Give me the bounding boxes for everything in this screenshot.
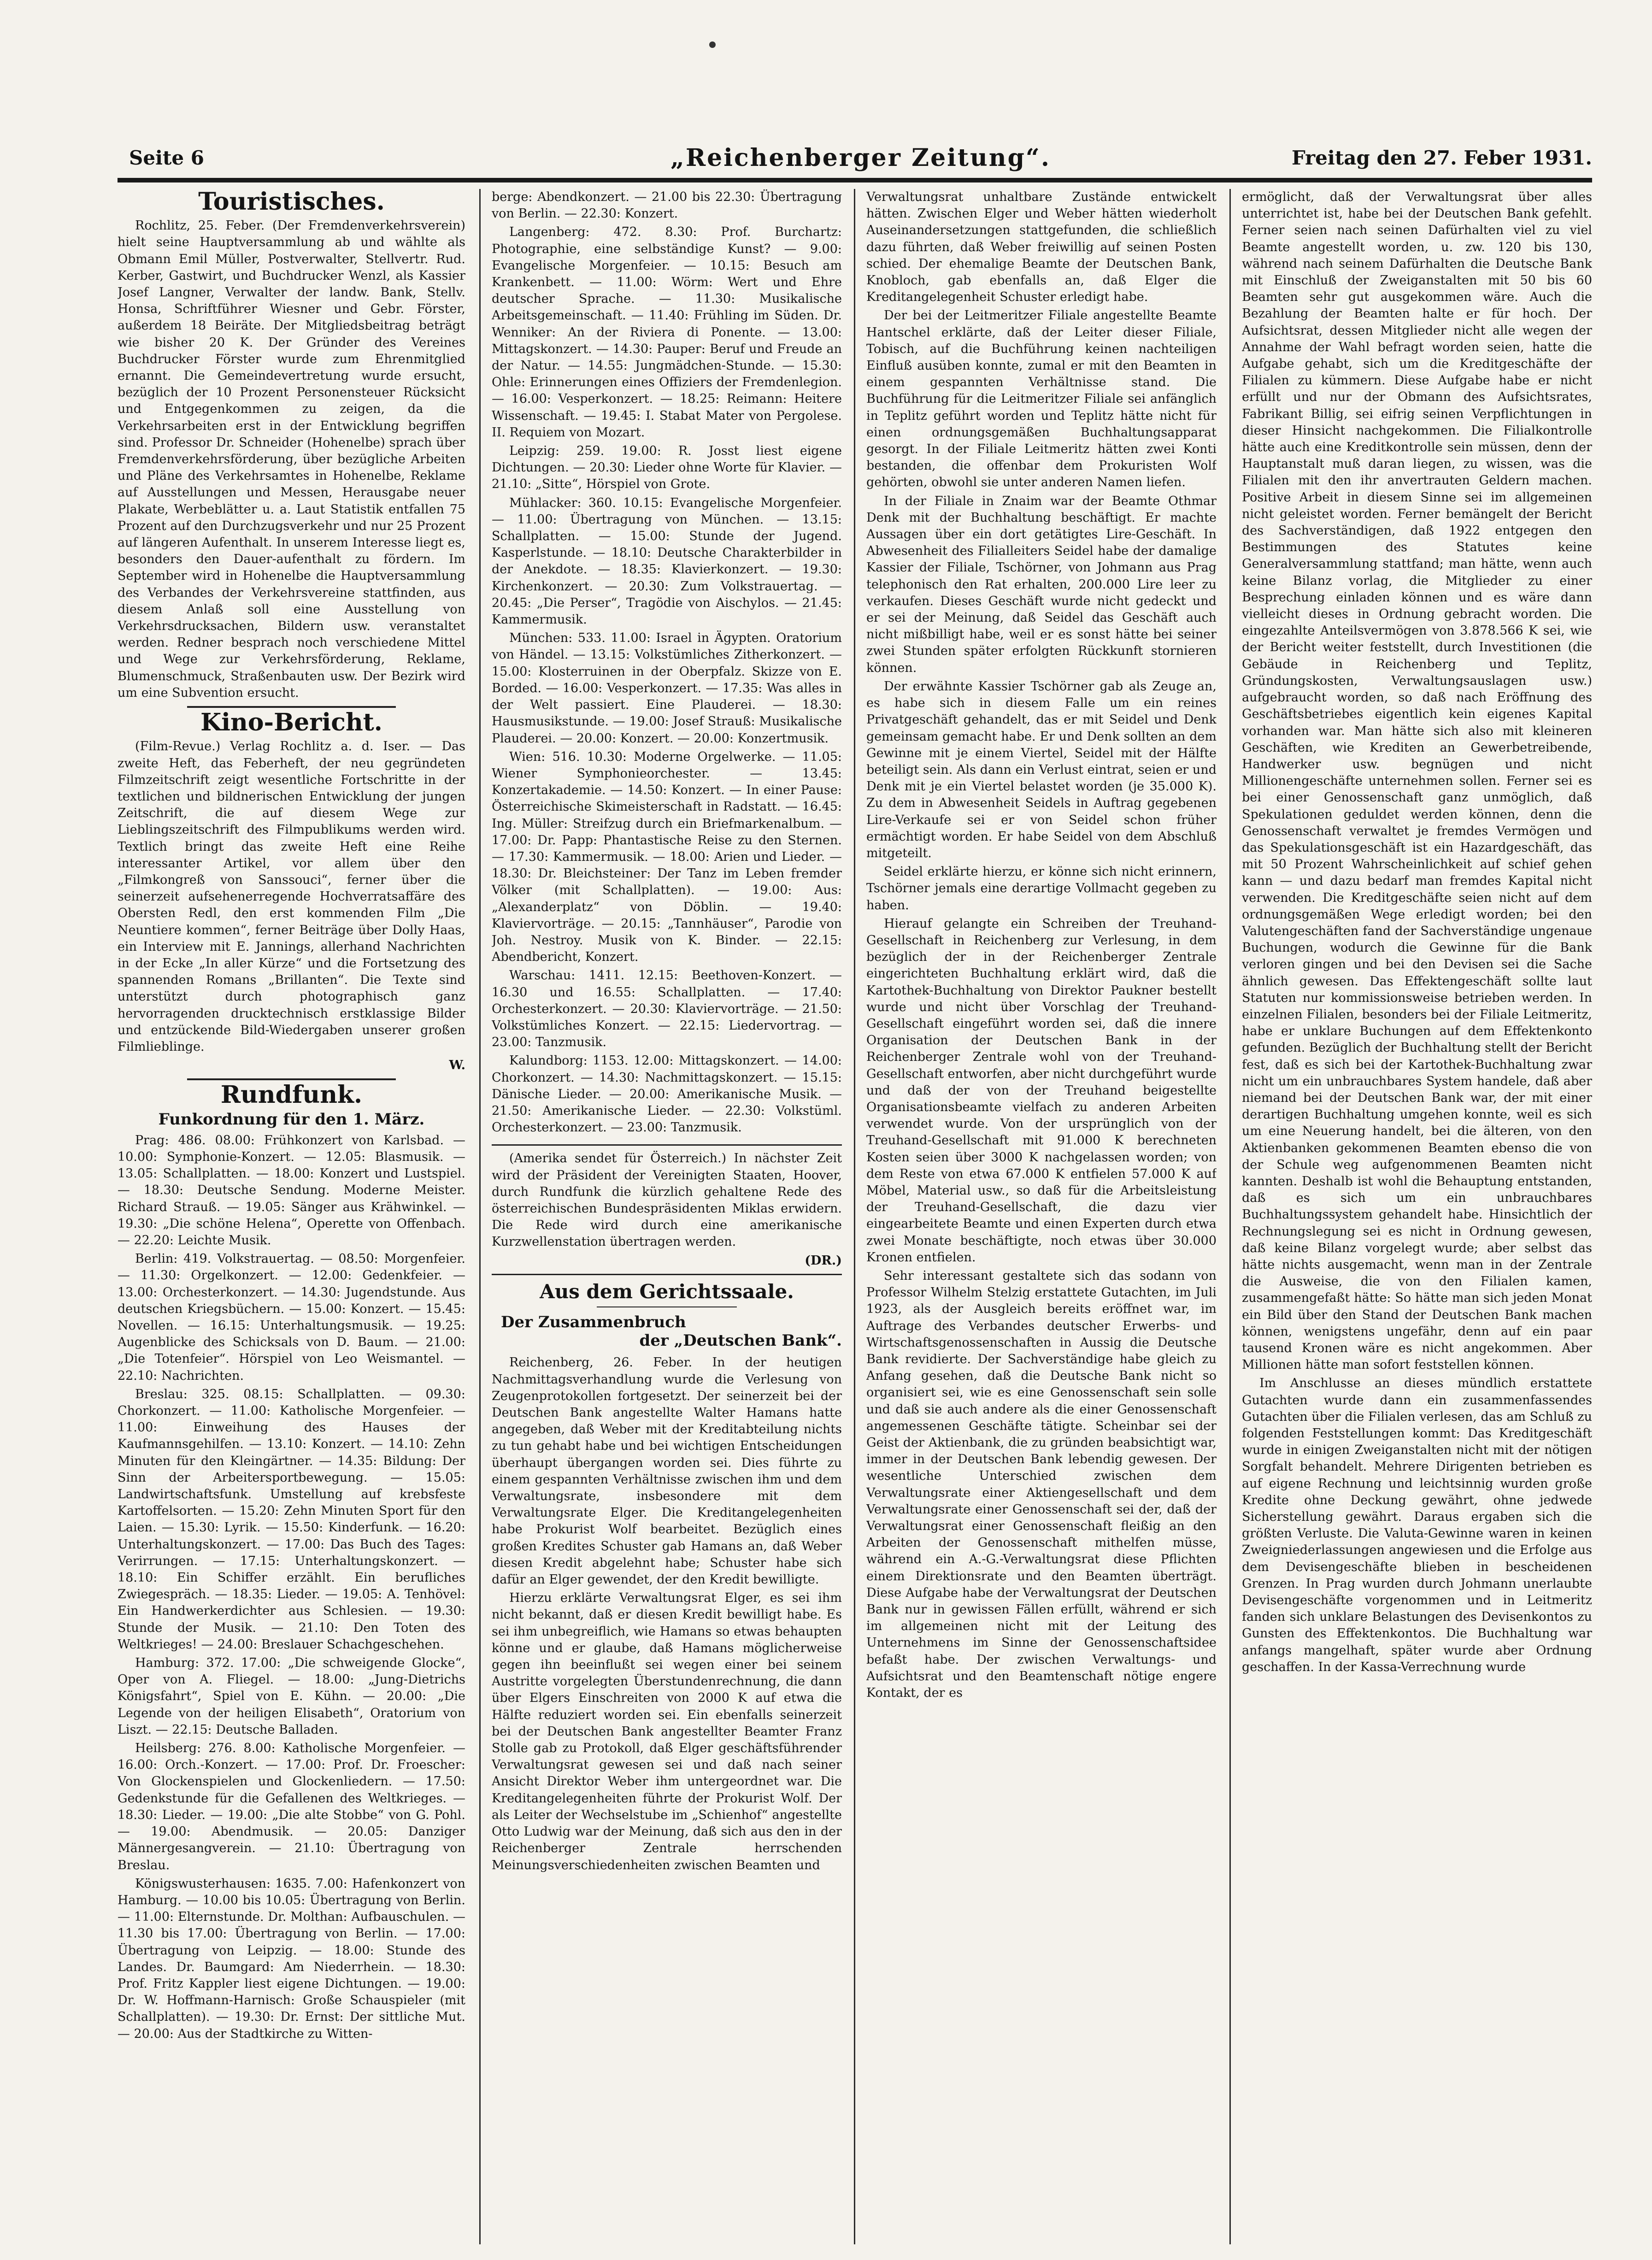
separator: [187, 1078, 396, 1080]
column-1: [118, 189, 465, 2244]
radio-heilsberg: Heilsberg: 276. 8.00: Katholische Morgenfeier. — 16.00: Orch.-Konzert. — 17.00: Prof. Dr. Froescher: Von Glockenspielen und Glockenliedern. — 17.50: Gedenkstunde für die Gefallenen des Weltkrieges. — 18.30: Lieder. — 19.00: „Die alte Stobbe“ von G. Pohl. — 19.00: Abendmusik. — 20.05: Danziger Männergesangverein. — 21.10: Übertragung von Breslau.: [118, 1741, 465, 1872]
court-paragraph: In der Filiale in Znaim war der Beamte Othmar Denk mit der Buchhaltung beschäftigt. Er machte Aussagen über ein dort getätigtes Lire-Geschäft. In Abwesenheit des Filialleiters Seidel habe der damalige Kassier der Filiale, Tschörner, von Johmann aus Prag telephonisch den Rat erhalten, 200.000 Lire leer zu verkaufen. Dieses Geschäft wurde nicht gedeckt und er sei der Meinung, daß Seidel das Geschäft auch nicht mißbilligt habe, weil er es sonst hätte bei seiner zwei Stunden später erfolgten Rückkunft stornieren können.: [866, 494, 1217, 675]
issue-date: Freitag den 27. Feber 1931.: [1291, 147, 1592, 169]
radio-langenberg: Langenberg: 472. 8.30: Prof. Burchartz: Photographie, eine selbständige Kunst? — 9.00: Evangelische Morgenfeier. — 10.15: Besuch am Krankenbett. — 11.00: Wörm: Wert und Ehre deutscher Sprache. — 11.30: Musikalische Arbeitsgemeinschaft. — 11.40: Frühling im Süden. Dr. Wenniker: An der Riviera di Ponente. — 13.00: Mittagskonzert. — 14.30: Pauper: Beruf und Freude an der Natur. — 14.55: Jungmädchen-Stunde. — 15.30: Ohle: Erinnerungen eines Offiziers der Fremdenlegion. — 16.00: Vesperkonzert. — 18.25: Reimann: Heitere Wissenschaft. — 19.45: I. Stabat Mater von Pergolese. II. Requiem von Mozart.: [492, 225, 842, 440]
radio-breslau: Breslau: 325. 08.15: Schallplatten. — 09.30: Chorkonzert. — 11.00: Katholische Morgenfeier. — 11.00: Einweihung des Hauses der Kaufmannsgehilfen. — 13.10: Konzert. — 14.10: Zehn Minuten für den Kleingärtner. — 14.35: Bildung: Der Sinn der Arbeitersportbewegung. — 15.05: Landwirtschaftsfunk. Umstellung auf krebsfeste Kartoffelsorten. — 15.20: Zehn Minuten Sport für den Laien. — 15.30: Lyrik. — 15.50: Kinderfunk. — 16.20: Unterhaltungskonzert. — 17.00: Das Buch des Tages: Verirrungen. — 17.15: Unterhaltungskonzert. — 18.10: Ein Schiffer erzählt. Ein berufliches Zwiegespräch. — 18.35: Lieder. — 19.05: A. Tenhövel: Ein Handwerkerdichter aus Schlesien. — 19.30: Stunde der Musik. — 21.10: Den Toten des Weltkrieges! — 24.00: Breslauer Schachgeschehen.: [118, 1387, 465, 1652]
section-heading-radio: Rundfunk.: [220, 1081, 363, 1109]
radio-leipzig: Leipzig: 259. 19.00: R. Josst liest eigene Dichtungen. — 20.30: Lieder ohne Worte für Klavier. — 21.10: „Sitte“, Hörspiel von Grote.: [492, 444, 842, 492]
radio-prag: Prag: 486. 08.00: Frühkonzert von Karlsbad. — 10.00: Symphonie-Konzert. — 12.05: Blasmusik. — 13.05: Schallplatten. — 18.00: Konzert und Lustspiel. — 18.30: Deutsche Sendung. Moderne Meister. Richard Strauß. — 19.05: Sänger aus Krähwinkel. — 19.30: „Die schöne Helena“, Operette von Offenbach. — 22.20: Leichte Musik.: [118, 1133, 465, 1248]
notice-signature: (DR.): [805, 1253, 842, 1268]
radio-kalundborg: Kalundborg: 1153. 12.00: Mittagskonzert. — 14.00: Chorkonzert. — 14.30: Nachmittagskonzert. — 15.15: Dänische Lieder. — 20.00: Amerikanische Musik. — 21.50: Amerikanische Lieder. — 22.30: Volkstüml. Orchesterkonzert. — 23.00: Tanzmusik.: [492, 1053, 842, 1135]
radio-berlin: Berlin: 419. Volkstrauertag. — 08.50: Morgenfeier. — 11.30: Orgelkonzert. — 12.00: Gedenkfeier. — 13.00: Orchesterkonzert. — 14.30: Jugendstunde. Aus deutschen Kriegsbüchern. — 15.00: Konzert. — 15.45: Novellen. — 16.15: Unterhaltungsmusik. — 19.25: Augenblicke des Schicksals von D. Baum. — 21.00: „Die Totenfeier“. Hörspiel von Leo Weismantel. — 22.10: Nachrichten.: [118, 1252, 465, 1383]
article-title-line1: Der Zusammenbruch: [501, 1313, 686, 1331]
court-paragraph: Der erwähnte Kassier Tschörner gab als Zeuge an, es habe sich in diesem Falle um ein reines Privatgeschäft gehandelt, das er mit Seidel und Denk gemeinsam gemacht habe. Er und Denk sollten an dem Gewinne mit je einem Viertel, Seidel mit der Hälfte beteiligt sein. Als dann ein Verlust eintrat, seien er und Denk mit je ein Viertel belastet worden (je 35.000 K). Zu dem in Abwesenheit Seidels in Auftrag gegebenen Lire-Verkaufe sei er von Seidel schon früher ermächtigt worden. Er habe Seidel von dem Abschluß mitgeteilt.: [866, 679, 1217, 860]
court-paragraph: Seidel erklärte hierzu, er könne sich nicht erinnern, Tschörner jemals eine derartige Vollmacht gegeben zu haben.: [866, 865, 1217, 912]
radio-continued: berge: Abendkonzert. — 21.00 bis 22.30: Übertragung von Berlin. — 22.30: Konzert.: [492, 190, 842, 221]
radio-wien: Wien: 516. 10.30: Moderne Orgelwerke. — 11.05: Wiener Symphonieorchester. — 13.45: Konzertakademie. — 14.50: Konzert. — In einer Pause: Österreichische Skimeisterschaft in Radstatt. — 16.45: Ing. Müller: Streifzug durch ein Briefmarkenalbum. — 17.00: Dr. Papp: Phantastische Reise zu den Sternen. — 17.30: Kammermusik. — 18.00: Arien und Lieder. — 18.30: Dr. Bleichsteiner: Der Tanz im Leben fremder Völker (mit Schallplatten). — 19.00: Aus: „Alexanderplatz“ von Döblin. — 19.40: Klaviervorträge. — 20.15: „Tannhäuser“, Parodie von Joh. Nestroy. Musik von K. Binder. — 22.15: Abendbericht, Konzert.: [492, 749, 842, 965]
article-tourism: Rochlitz, 25. Feber. (Der Fremdenverkehrsverein) hielt seine Hauptversammlung ab und wählte als Obmann Emil Müller, Postverwalter, Stellvertr. Rud. Kerber, Gastwirt, und Buchdrucker Wenzl, als Kassier Josef Langner, Verwalter der landw. Bank, Stellv. Honsa, Schriftführer Wiesner und Gebr. Förster, außerdem 18 Beiräte. Der Mitgliedsbeitrag beträgt wie bisher 20 K. Der Gründer des Vereines Buchdrucker Förster wurde zum Ehrenmitglied ernannt. Die Gemeindevertretung wurde ersucht, bezüglich der 10 Prozent Personensteuer Rücksicht und Entgegenkommen zu zeigen, da die Verkehrsarbeiten erst in der Entwicklung begriffen sind. Professor Dr. Schneider (Hohenelbe) sprach über Fremdenverkehrsförderung, über bezügliche Arbeiten und Pläne des Verkehrsamtes in Hohenelbe, Reklame auf Ausstellungen und Messen, Herausgabe neuer Plakate, Werbeblätter u. a. Laut Statistik entfallen 75 Prozent auf den Durchzugsverkehr und nur 25 Prozent auf längeren Aufenthalt. In unserem Interesse liegt es, besonders den Dauer-aufenthalt zu fördern. Im September wird in Hohenelbe die Hauptversammlung des Verbandes der Verkehrsvereine stattfinden, aus diesem Anlaß soll eine Ausstellung von Verkehrsdrucksachen, Bildern usw. veranstaltet werden. Redner besprach noch verschiedene Mittel und Wege zur Verkehrsförderung, Reklame, Blumenschmuck, Straßenbauten usw. Der Bezirk wird um eine Subvention ersucht.: [118, 218, 465, 700]
page-header: [129, 144, 1592, 174]
print-mark: [709, 41, 716, 48]
article-cinema: (Film-Revue.) Verlag Rochlitz a. d. Iser. — Das zweite Heft, das Feberheft, der neu gegründeten Filmzeitschrift zeigt wesentliche Fortschritte in der textlichen und bildnerischen Entwicklung der jungen Zeitschrift, die auf diesem Wege zur Lieblingszeitschrift des Filmpublikums werden wird. Textlich bringt das zweite Heft eine Reihe interessanter Artikel, vor allem über den „Filmkongreß von Sanssouci“, ferner über die seinerzeit aufsehenerregende Hochverratsaffäre des Obersten Redl, den erst kommenden Film „Die Neuntiere kommen“, ferner Beiträge über Dolly Haas, ein Interview mit E. Jannings, allerhand Nachrichten in der Ecke „In aller Kürze“ und die Fortsetzung des spannenden Romans „Brillanten“. Die Texte sind unterstützt durch photographisch ganz hervorragenden drucktechnisch erstklassige Bilder und entzückende Bild-Wiedergaben unserer großen Filmlieblinge.: [118, 739, 465, 1054]
radio-warschau: Warschau: 1411. 12.15: Beethoven-Konzert. — 16.30 und 16.55: Schallplatten. — 17.40: Orchesterkonzert. — 20.30: Klaviervorträge. — 21.50: Volkstümliches Konzert. — 22.15: Liedervortrag. — 23.00: Tanzmusik.: [492, 968, 842, 1050]
notice-box: [492, 1144, 842, 1275]
court-paragraph: Im Anschlusse an dieses mündlich erstattete Gutachten wurde dann ein zusammenfassendes Gutachten über die Filialen verlesen, das am Schluß zu folgenden Feststellungen kommt: Das Kreditgeschäft wurde in einigen Zweiganstalten nicht mit der nötigen Sorgfalt behandelt. Mehrere Dirigenten betrieben es auf eigene Rechnung und leichtsinnig wurden große Kredite ohne Deckung gewährt, ohne jedwede Sicherstellung gewährt. Daraus ergaben sich die größten Verluste. Die Valuta-Gewinne waren in keinen Zweigniederlassungen angewiesen und die Erfolge aus dem Devisengeschäfte blieben in bescheidenen Grenzen. In Prag wurden durch Johmann unerlaubte Devisengeschäfte vorgenommen und in Leitmeritz fanden sich unklare Belastungen des Devisenkontos zu Gunsten des Effektenkontos. Die Buchhaltung war anfangs mangelhaft, später wurde aber Ordnung geschaffen. In der Kassa-Verrechnung wurde: [1242, 1376, 1592, 1674]
newspaper-title: „Reichenberger Zeitung“.: [670, 144, 1051, 172]
court-paragraph: Sehr interessant gestaltete sich das sodann von Professor Wilhelm Stelzig erstattete Gutachten, im Juli 1923, als der Ausgleich bereits eröffnet war, im Auftrage des Verbandes deutscher Erwerbs- und Wirtschaftsgenossenschaften in Aussig die Deutsche Bank revidierte. Der Sachverständige habe gleich zu Anfang gesehen, daß die Deutsche Bank nicht so organisiert sei, wie es eine Genossenschaft sein solle und daß sie auch andere als die einer Genossenschaft angemessenen Geschäfte tätigte. Scheinbar sei der Geist der Aktienbank, die zu gründen beabsichtigt war, immer in der Deutschen Bank lebendig gewesen. Der wesentliche Unterschied zwischen dem Verwaltungsrate einer Aktiengesellschaft und dem Verwaltungsrate einer Genossenschaft sei der, daß der Verwaltungsrat einer Genossenschaft fleißig an den Arbeiten der Genossenschaft mithelfen müsse, während ein A.-G.-Verwaltungsrat diese Pflichten einem Direktionsrate und den Beamten überträgt. Diese Aufgabe habe der Verwaltungsrat der Deutschen Bank nur in gewissen Fällen erfüllt, während er sich im allgemeinen nicht mit der Leitung des Unternehmens im Sinne der Genossenschaftsidee befaßt habe. Der zwischen Verwaltungs- und Aufsichtsrat und den Beamtenschaft nötige engere Kontakt, der es: [866, 1269, 1217, 1701]
article-title-line2: der „Deutschen Bank“.: [639, 1331, 842, 1350]
column-2: [492, 189, 842, 2244]
column-4: [1242, 189, 1592, 2244]
page-number: Seite 6: [129, 147, 204, 169]
radio-koenigswusterhausen: Königswusterhausen: 1635. 7.00: Hafenkonzert von Hamburg. — 10.00 bis 10.05: Übertragung von Berlin. — 11.00: Elternstunde. Dr. Molthan: Aufbauschulen. — 11.30 bis 17.00: Übertragung von Berlin. — 17.00: Übertragung von Leipzig. — 18.00: Stunde des Landes. Dr. Baumgard: Am Niederrhein. — 18.30: Prof. Fritz Kappler liest eigene Dichtungen. — 19.00: Dr. W. Hoffmann-Harnisch: Große Schauspieler (mit Schallplatten). — 19.30: Dr. Ernst: Der sittliche Mut. — 20.00: Aus der Stadtkirche zu Witten-: [118, 1876, 465, 2041]
radio-muenchen: München: 533. 11.00: Israel in Ägypten. Oratorium von Händel. — 13.15: Volkstümliches Zitherkonzert. — 15.00: Klosterruinen in der Oberpfalz. Skizze von E. Borded. — 16.00: Vesperkonzert. — 17.35: Was alles in der Welt passiert. Eine Plauderei. — 18.30: Hausmusikstunde. — 19.00: Josef Strauß: Musikalische Plauderei. — 20.00: Konzert. — 20.00: Konzertmusik.: [492, 631, 842, 746]
radio-schedule-title: Funkordnung für den 1. März.: [158, 1110, 425, 1129]
court-paragraph: Reichenberg, 26. Feber. In der heutigen Nachmittagsverhandlung wurde die Verlesung von Zeugenprotokollen fortgesetzt. Der seinerzeit bei der Deutschen Bank angestellte Walter Hamans hatte angegeben, daß Weber mit der Kreditabteilung nichts zu tun gehabt habe und bei wichtigen Entscheidungen überhaupt übergangen worden sei. Dies führte zu einem gespannten Verhältnisse zwischen ihm und dem Verwaltungsrate, insbesondere mit dem Verwaltungsrate Elger. Die Kreditangelegenheiten habe Prokurist Wolf bearbeitet. Bezüglich eines großen Kredites Schuster gab Hamans an, daß Weber diesen Kredit abgelehnt habe; Schuster habe sich dafür an Elger gewendet, der den Kredit bewilligte.: [492, 1355, 842, 1587]
radio-muehlacker: Mühlacker: 360. 10.15: Evangelische Morgenfeier. — 11.00: Übertragung von München. — 13.15: Schallplatten. — 15.00: Stunde der Jugend. Kasperlstunde. — 18.10: Deutsche Charakterbilder in der Anekdote. — 18.35: Klavierkonzert. — 19.30: Kirchenkonzert. — 20.30: Zum Volkstrauertag. — 20.45: „Die Perser“, Tragödie von Aischylos. — 21.45: Kammermusik.: [492, 495, 842, 627]
court-paragraph: Hierzu erklärte Verwaltungsrat Elger, es sei ihm nicht bekannt, daß er diesen Kredit bewilligt habe. Es sei ihm unbegreiflich, wie Hamans so etwas behaupten könne und er glaube, daß Hamans möglicherweise gegen ihn beeinflußt sei wegen einer bei seinem Austritte vorgelegten Überstundenrechnung, die dann über Elgers Einschreiten von 2000 K auf etwa die Hälfte reduziert worden sei. Ein ebenfalls seinerzeit bei der Deutschen Bank angestellter Beamter Franz Stolle gab zu Protokoll, daß Elger geschäftsführender Verwaltungsrat gewesen sei und daß nach seiner Ansicht Direktor Weber ihm untergeordnet war. Die Kreditangelegenheiten führte der Prokurist Wolf. Der als Leiter der Wechselstube im „Schienhof“ angestellte Otto Ludwig war der Meinung, daß sich aus den in der Reichenberger Zentrale herrschenden Meinungsverschiedenheiten zwischen Beamten und: [492, 1591, 842, 1872]
header-rule: [118, 178, 1592, 182]
article-signature: W.: [449, 1058, 465, 1073]
notice-america: (Amerika sendet für Österreich.) In nächster Zeit wird der Präsident der Vereinigten Staaten, Hoover, durch Rundfunk die kürzlich gehaltene Rede des österreichischen Bundespräsidenten Miklas erwidern. Die Rede wird durch eine amerikanische Kurzwellenstation übertragen werden.: [492, 1151, 842, 1249]
court-paragraph: Verwaltungsrat unhaltbare Zustände entwickelt hätten. Zwischen Elger und Weber hätten wiederholt Auseinandersetzungen stattgefunden, die schließlich dazu führten, daß Weber freiwillig auf seinen Posten schied. Der ehemalige Beamte der Deutschen Bank, Knobloch, gab ebenfalls an, daß Elger die Kreditangelegenheit Schuster erledigt habe.: [866, 190, 1217, 305]
court-paragraph: Hierauf gelangte ein Schreiben der Treuhand-Gesellschaft in Reichenberg zur Verlesung, in dem bezüglich der in der Reichenberger Zentrale eingerichteten Buchhaltung erklärt wird, daß die Kartothek-Buchhaltung von Direktor Paukner bestellt wurde und nicht über Vorschlag der Treuhand-Gesellschaft eingeführt worden sei, daß die innere Organisation der Deutschen Bank in der Reichenberger Zentrale wohl von der Treuhand-Gesellschaft entworfen, aber nicht durchgeführt wurde und daß der von der Treuhand beigestellte Organisationsbeamte vielfach zu anderen Arbeiten verwendet wurde. Von der ursprünglich von der Treuhand-Gesellschaft mit 91.000 K berechneten Kosten seien über 3000 K nachgelassen worden; von dem Reste von etwa 67.000 K entfielen 57.000 K auf Möbel, Material usw., so daß für die Arbeitsleistung der Treuhand-Gesellschaft, die dazu vier eingearbeitete Beamte und einen Experten durch etwa zwei Monate beschäftigte, noch etwas über 30.000 Kronen entfielen.: [866, 916, 1217, 1265]
court-paragraph: Der bei der Leitmeritzer Filiale angestellte Beamte Hantschel erklärte, daß der Leiter dieser Filiale, Tobisch, auf die Buchführung keinen nachteiligen Einfluß ausüben konnte, zumal er mit den Beamten in einem gespannten Verhältnisse stand. Die Buchführung für die Leitmeritzer Filiale sei anfänglich in Teplitz geführt worden und Teplitz hätte nicht für einen ordnungsgemäßen Buchhaltungsapparat gesorgt. In der Filiale Leitmeritz hätten zwei Konti bestanden, die offenbar dem Prokuristen Wolf gehörten, obwohl sie unter anderen Namen liefen.: [866, 308, 1217, 490]
separator: [187, 706, 396, 708]
section-heading-cinema: Kino-Bericht.: [200, 708, 382, 737]
court-paragraph: ermöglicht, daß der Verwaltungsrat über alles unterrichtet ist, habe bei der Deutschen Bank gefehlt. Ferner seien nach seinen Dafürhalten viel zu viel Beamte angestellt worden, u. zw. 120 bis 130, während nach seinem Dafürhalten die Deutsche Bank mit Einschluß der Zweiganstalten mit 50 bis 60 Beamten sehr gut ausgekommen wäre. Auch die Bezahlung der Beamten halte er für hoch. Der Aufsichtsrat, dessen Mitglieder nicht alle wegen der Annahme der Wahl befragt worden seien, hatte die Aufgabe gehabt, sich um die Kreditgeschäfte der Filialen zu kümmern. Diese Aufgabe habe er nicht erfüllt und nur der Obmann des Aufsichtsrates, Fabrikant Billig, sei eifrig seinen Verpflichtungen in dieser Hinsicht nachgekommen. Die Filialkontrolle hätte auch eine Kreditkontrolle sein müssen, denn der Hauptanstalt muß daran liegen, zu wissen, was die Filialen mit den ihr anvertrauten Geldern machen. Positive Arbeit in diesem Sinne sei im allgemeinen nicht geleistet worden. Ferner bemängelt der Bericht des Sachverständigen, daß 1922 entgegen den Bestimmungen des Statutes keine Generalversammlung stattfand; man hätte, wenn auch keine Bilanz vorlag, die Mitglieder zu einer Besprechung einladen können und es wäre dann vielleicht dieses in Ordnung gebracht worden. Die eingezahlte Anteilsvermögen von 3.878.566 K sei, wie der Bericht weiter feststellt, durch Investitionen (die Gebäude in Reichenberg und Teplitz, Gründungskosten, Verwaltungsauslagen usw.) aufgebraucht worden, so daß nach Eröffnung des Geschäftsbetriebes eigentlich kein eigenes Kapital vorhanden war. Man hätte sich also mit kleineren Geschäften, wie Krediten an Gewerbetreibende, Handwerker usw. begnügen und nicht Millionengeschäfte unternehmen sollen. Ferner sei es bei einer Genossenschaft ganz unmöglich, daß Spekulationen geduldet werden können, denn die Genossenschaft verwaltet je fremdes Vermögen und das Spekulationsgeschäft ist ein Hazardgeschäft, das mit 50 Prozent Wahrscheinlichkeit auf schief gehen kann — und dazu bedarf man fremdes Kapital nicht verwenden. Die Kreditgeschäfte seien nicht auf dem ordnungsgemäßen Wege erledigt worden; bei den Valutengeschäften fand der Sachverständige ungenaue Buchungen, wodurch die Gewinne für die Bank verloren gingen und bei den Devisen sei die Sache ähnlich gewesen. Das Effektengeschäft sollte laut Statuten nur kommissionsweise betrieben werden. In einzelnen Filialen, besonders bei der Filiale Leitmeritz, habe er unklare Buchungen auf dem Effektenkonto gefunden. Bezüglich der Buchhaltung stellt der Bericht fest, daß es sich bei der Kartothek-Buchhaltung zwar nicht um ein unbrauchbares System handele, daß aber niemand bei der Deutschen Bank war, der mit einer derartigen Buchhaltung umgehen konnte, weil es sich um eine Neuerung handelt, bei die älteren, von den Aktienbanken gekommenen Beamten ebenso die von der Schule weg aufgenommenen Beamten nicht kannten. Deshalb ist wohl die Behauptung entstanden, daß es sich um ein unbrauchbares Buchhaltungssystem gehandelt habe. Hinsichtlich der Rechnungslegung sei es nicht in Ordnung gewesen, daß keine Bilanz vorgelegt wurde; aber selbst das hätte nichts ausgemacht, wenn man in der Zentrale die Ausweise, die von den Filialen kamen, zusammengefaßt hätte: So hätte man sich jeden Monat ein Bild über den Stand der Deutschen Bank machen können, wenigstens ungefähr, denn auf ein paar tausend Kronen wäre es nicht angekommen. Aber Millionen hätte man sofort feststellen können.: [1242, 190, 1592, 1372]
radio-hamburg: Hamburg: 372. 17.00: „Die schweigende Glocke“, Oper von A. Fliegel. — 18.00: „Jung-Dietrichs Königsfahrt“, Spiel von E. Kühn. — 20.00: „Die Legende von der heiligen Elisabeth“, Oratorium von Liszt. — 22.15: Deutsche Balladen.: [118, 1656, 465, 1737]
section-heading-tourism: Touristisches.: [198, 189, 385, 216]
section-heading-court: Aus dem Gerichtssaale.: [540, 1280, 794, 1303]
columns: [118, 189, 1592, 2244]
column-3: [866, 189, 1217, 2244]
